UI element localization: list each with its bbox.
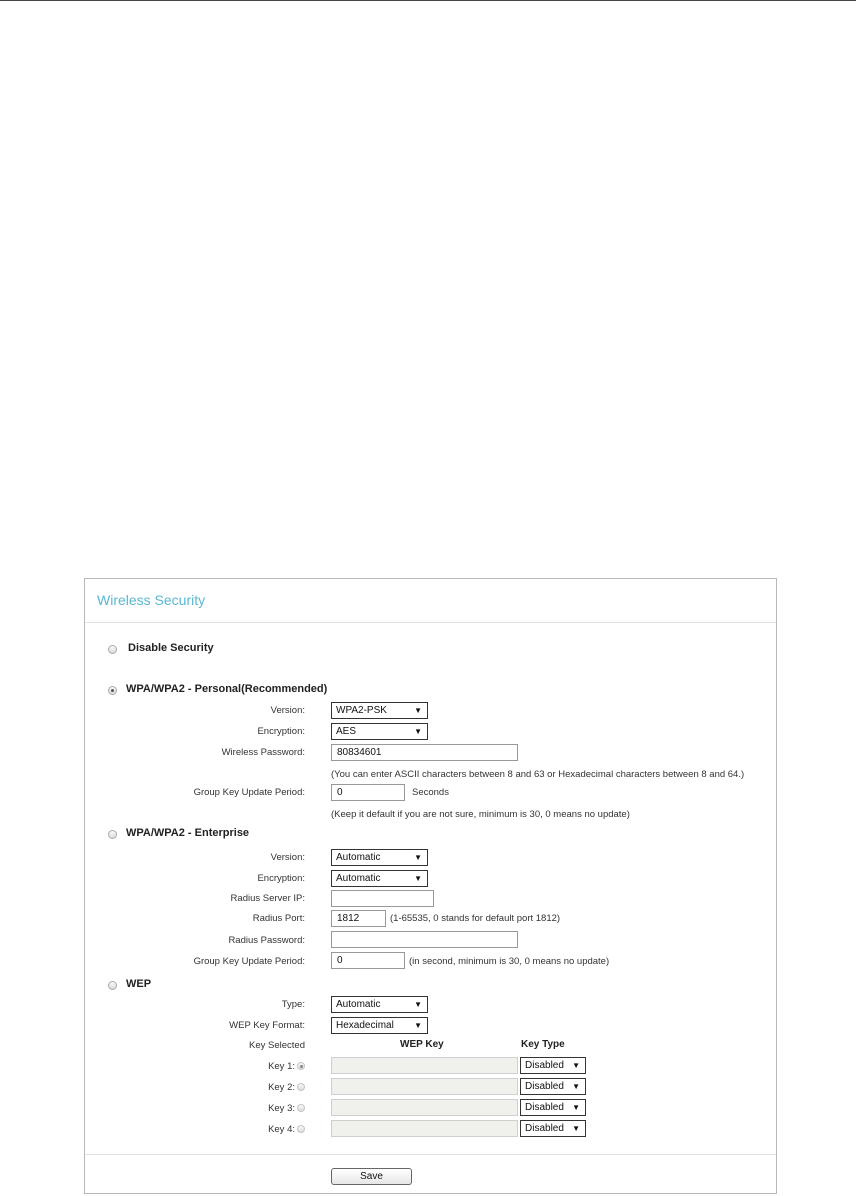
wep-radio[interactable]	[108, 981, 117, 990]
key-3-input[interactable]	[331, 1099, 518, 1116]
enterprise-version-value: Automatic	[336, 852, 381, 863]
key-4-input[interactable]	[331, 1120, 518, 1137]
chevron-down-icon: ▼	[414, 1021, 422, 1030]
enterprise-encryption-select[interactable]	[331, 870, 428, 887]
wep-key-format-select[interactable]	[331, 1017, 428, 1034]
radius-password-label: Radius Password:	[228, 935, 305, 946]
chevron-down-icon: ▼	[572, 1082, 580, 1091]
radius-server-ip-input[interactable]	[331, 890, 434, 907]
personal-group-key-unit: Seconds	[412, 787, 449, 798]
wireless-password-label: Wireless Password:	[221, 747, 305, 758]
title-divider	[85, 622, 776, 623]
wep-type-value: Automatic	[336, 999, 381, 1010]
enterprise-encryption-value: Automatic	[336, 873, 381, 884]
key-1-type-value: Disabled	[525, 1060, 564, 1071]
personal-version-value: WPA2-PSK	[336, 705, 387, 716]
key-3-type-select[interactable]	[520, 1099, 586, 1116]
key-3-type-value: Disabled	[525, 1102, 564, 1113]
wpa-enterprise-radio[interactable]	[108, 830, 117, 839]
radius-port-label: Radius Port:	[252, 913, 305, 924]
wpa-personal-radio[interactable]	[108, 686, 117, 695]
wireless-security-panel	[84, 578, 777, 1194]
key-1-label: Key 1:	[268, 1061, 295, 1072]
wep-type-label: Type:	[281, 999, 305, 1010]
key-4-type-value: Disabled	[525, 1123, 564, 1134]
wireless-password-input[interactable]: 80834601	[331, 744, 518, 761]
page-title: Wireless Security	[97, 592, 206, 608]
personal-version-select[interactable]	[331, 702, 428, 719]
chevron-down-icon: ▼	[414, 853, 422, 862]
save-divider	[85, 1154, 776, 1155]
enterprise-group-key-note: (in second, minimum is 30, 0 means no update)	[409, 956, 610, 967]
personal-version-label: Version:	[270, 705, 305, 716]
chevron-down-icon: ▼	[414, 727, 422, 736]
key-2-radio[interactable]	[297, 1083, 305, 1091]
key-2-type-value: Disabled	[525, 1081, 564, 1092]
key-1-input[interactable]	[331, 1057, 518, 1074]
wep-type-select[interactable]	[331, 996, 428, 1013]
wpa-enterprise-label: WPA/WPA2 - Enterprise	[126, 827, 250, 839]
radius-password-input[interactable]	[331, 931, 518, 948]
disable-security-radio[interactable]	[108, 645, 117, 654]
radius-port-input[interactable]: 1812	[331, 910, 386, 927]
key-3-label: Key 3:	[268, 1103, 295, 1114]
key-4-radio[interactable]	[297, 1125, 305, 1133]
chevron-down-icon: ▼	[414, 1000, 422, 1009]
enterprise-version-select[interactable]	[331, 849, 428, 866]
enterprise-encryption-label: Encryption:	[257, 873, 305, 884]
radius-port-note: (1-65535, 0 stands for default port 1812)	[390, 913, 561, 924]
key-selected-header: Key Selected	[249, 1040, 305, 1051]
key-4-label: Key 4:	[268, 1124, 295, 1135]
personal-group-key-note: (Keep it default if you are not sure, minimum is 30, 0 means no update)	[331, 809, 630, 820]
enterprise-version-label: Version:	[270, 852, 305, 863]
personal-group-key-label: Group Key Update Period:	[193, 787, 305, 798]
key-4-type-select[interactable]	[520, 1120, 586, 1137]
chevron-down-icon: ▼	[414, 706, 422, 715]
personal-encryption-select[interactable]	[331, 723, 428, 740]
key-2-input[interactable]	[331, 1078, 518, 1095]
save-button[interactable]: Save	[331, 1168, 412, 1185]
wireless-password-note: (You can enter ASCII characters between 8 and 63 or Hexadecimal characters between 8 and 64.)	[331, 769, 745, 780]
wep-key-format-label: WEP Key Format:	[229, 1020, 305, 1031]
key-1-radio[interactable]	[297, 1062, 305, 1070]
key-type-header: Key Type	[521, 1039, 565, 1050]
chevron-down-icon: ▼	[572, 1124, 580, 1133]
key-2-label: Key 2:	[268, 1082, 295, 1093]
personal-encryption-value: AES	[336, 726, 357, 737]
disable-security-label: Disable Security	[128, 642, 214, 654]
enterprise-group-key-input[interactable]: 0	[331, 952, 405, 969]
wep-key-format-value: Hexadecimal	[336, 1020, 394, 1031]
personal-encryption-label: Encryption:	[257, 726, 305, 737]
key-2-type-select[interactable]	[520, 1078, 586, 1095]
chevron-down-icon: ▼	[414, 874, 422, 883]
personal-group-key-input[interactable]: 0	[331, 784, 405, 801]
chevron-down-icon: ▼	[572, 1061, 580, 1070]
wep-key-header: WEP Key	[400, 1039, 444, 1050]
key-3-radio[interactable]	[297, 1104, 305, 1112]
top-rule	[0, 0, 856, 1]
radius-server-ip-label: Radius Server IP:	[230, 893, 305, 904]
enterprise-group-key-label: Group Key Update Period:	[193, 956, 305, 967]
chevron-down-icon: ▼	[572, 1103, 580, 1112]
wep-label: WEP	[126, 978, 152, 990]
key-1-type-select[interactable]	[520, 1057, 586, 1074]
wpa-personal-label: WPA/WPA2 - Personal(Recommended)	[126, 683, 328, 695]
